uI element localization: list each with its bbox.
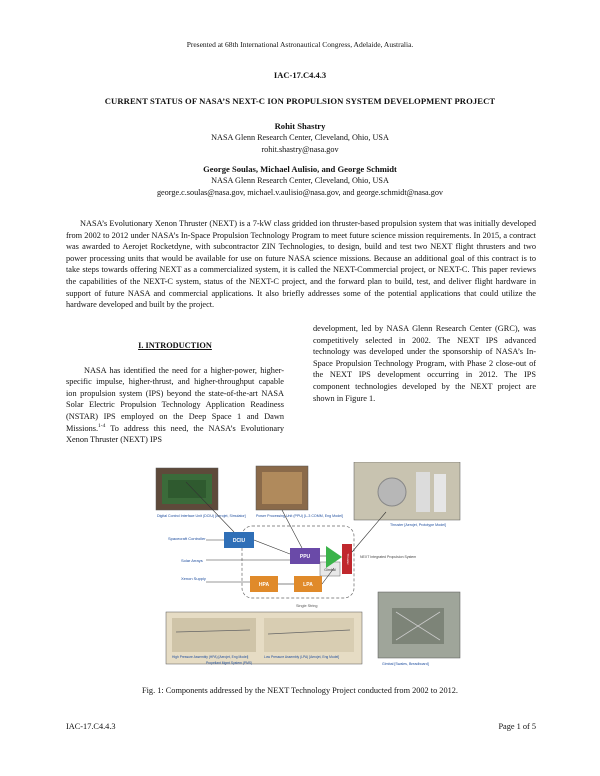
abstract: NASA’s Evolutionary Xenon Thruster (NEXT) is a 7-kW class gridded ion thruster-based propulsion system that was initially developed from 2002 to 2012 under NASA’s In-Space Propulsion Technology Program to meet future science mission requirements. In 2015, a contract was awarded to Aerojet Rocketdyne, with subcontractor ZIN Technologies, to design, build and test two NEXT flight thrusters and two power processing units that would be available for use on future NASA science missions. Because an additional goal of this contract is to take steps towards offering NEXT as a commercialized system, it is called the NEXT-Commercial project, or NEXT-C. This paper reviews the capabilities of the NEXT-C system, status of the NEXT-C project, and the forward plan to build, test, and deliver flight hardware in support of future NASA and commercial applications. It also briefly addresses some of the potential applications that could utilize the hardware developed and built by the project. <box>66 219 536 310</box>
label-next-ips: NEXT Integrated Propulsion System <box>360 555 417 559</box>
gimbal-block-label: Gimbal <box>324 568 336 572</box>
citation-ref[interactable]: 1-4 <box>98 422 106 429</box>
label-hpa: High Pressure Assembly (HPA) [Aerojet, Eng Model] <box>172 655 249 659</box>
label-solar: Solar Arrays <box>181 558 203 563</box>
author-affiliation-2: NASA Glenn Research Center, Cleveland, Ohio, USA <box>211 176 389 185</box>
hpa-block-label: HPA <box>258 582 270 588</box>
footer-paper-code: IAC-17.C4.4.3 <box>66 722 116 731</box>
paper-title: CURRENT STATUS OF NASA’S NEXT-C ION PROPULSION SYSTEM DEVELOPMENT PROJECT <box>104 96 496 106</box>
paper-code: IAC-17.C4.4.3 <box>273 70 327 80</box>
label-ppu: Power Processing Unit (PPU) [L-3 COMM, Eng Model] <box>256 514 343 518</box>
figure-caption: Fig. 1: Components addressed by the NEXT Technology Project conducted from 2002 to 2012. <box>142 686 458 695</box>
author-emails-2[interactable]: george.c.soulas@nasa.gov, michael.v.aulisio@nasa.gov, and george.schmidt@nasa.gov <box>156 188 444 197</box>
intro-right-column <box>313 323 536 404</box>
conference-header: Presented at 68th International Astronautical Congress, Adelaide, Australia. <box>186 40 414 49</box>
label-xenon: Xenon Supply <box>181 576 206 581</box>
label-lpa: Low Pressure Assembly (LPA) [Aerojet, Eng Model] <box>264 655 340 659</box>
photo-ppu <box>256 466 308 510</box>
author-email-1[interactable]: rohit.shastry@nasa.gov <box>261 145 339 154</box>
label-single-string: Single String <box>296 604 318 608</box>
photo-dcu <box>156 468 218 510</box>
intro-paragraph-right: development, led by NASA Glenn Research Center (GRC), was competitively selected in 2002. The NEXT IPS advanced technology was developed under the sponsorship of NASA’s In-Space Propulsion Technology Program, with Phase 2 close-out of the NEXT IPS development occurring in 2012. The IPS component technologies developed by the NEXT project are shown in Figure 1. <box>313 324 536 403</box>
photo-gimbal <box>378 592 460 658</box>
dcu-block-label: DCIU <box>232 538 246 544</box>
author-names-2: George Soulas, Michael Aulisio, and George Schmidt <box>203 164 397 174</box>
photo-thruster <box>354 462 460 520</box>
ppu-block-label: PPU <box>299 554 311 560</box>
figure-1-diagram <box>146 462 466 672</box>
intro-paragraph-left: NASA has identified the need for a higher-power, higher-specific impulse, higher-thrust, and higher-throughput capable ion propulsion system (IPS) beyond the state-of-the-art NASA Solar Electric Propulsion Technology Application Readiness (NSTAR) IPS employed on the Deep Space 1 and Dawn Missions.$^{1-4}$ To address this need, the NASA’s Evolutionary Xenon Thruster (NEXT) IPS <box>66 365 284 445</box>
label-gimbal: Gimbal [Swales, Breadboard] <box>382 662 429 666</box>
label-dcu: Digital Control Interface Unit (DCIU) [Aerojet, Simulator] <box>157 514 246 518</box>
thruster-block-label: Thruster <box>346 553 350 565</box>
figure-1 <box>146 462 466 672</box>
label-spacecraft: Spacecraft Controller <box>168 536 206 541</box>
footer-page-number: Page 1 of 5 <box>498 722 536 731</box>
author-name-1: Rohit Shastry <box>274 121 326 131</box>
author-affiliation-1: NASA Glenn Research Center, Cleveland, Ohio, USA <box>211 133 389 142</box>
label-pms: Propellant Mgmt System (PMS) <box>206 661 253 665</box>
intro-left-column <box>66 340 284 446</box>
section-heading: I. INTRODUCTION <box>138 341 212 350</box>
lpa-block-label: LPA <box>303 582 313 588</box>
label-thruster: Thruster [Aerojet, Prototype Model] <box>390 523 446 527</box>
